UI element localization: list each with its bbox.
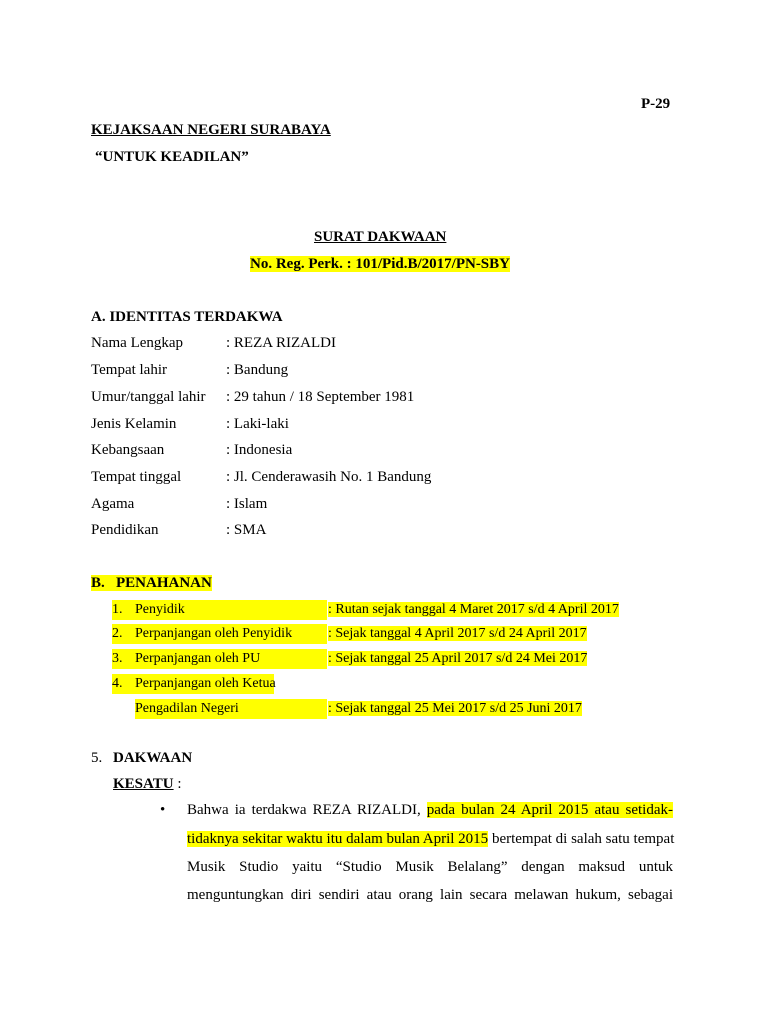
paragraph-line: Musik Studio yaitu “Studio Musik Belalang” dengan maksud untuk: [187, 859, 673, 875]
identitas-label: Jenis Kelamin: [91, 416, 177, 432]
penahanan-heading-text: PENAHANAN: [116, 575, 212, 591]
document-code: P-29: [641, 96, 671, 112]
identitas-label: Umur/tanggal lahir: [91, 389, 206, 405]
paragraph-line: Bahwa ia terdakwa REZA RIZALDI, pada bulan 24 April 2015 atau setidak-: [187, 802, 673, 818]
dakwaan-heading: DAKWAAN: [113, 750, 193, 766]
identitas-value: : REZA RIZALDI: [226, 335, 336, 351]
item-label: Perpanjangan oleh Penyidik: [135, 626, 293, 641]
penahanan-item: [112, 649, 327, 669]
identitas-label: Kebangsaan: [91, 442, 165, 458]
item-label: Perpanjangan oleh Ketua: [135, 676, 276, 691]
dakwaan-number: 5.: [91, 750, 103, 766]
identitas-value: : Indonesia: [226, 442, 293, 458]
registration-number: No. Reg. Perk. : 101/Pid.B/2017/PN-SBY: [250, 256, 510, 272]
identitas-value: : Laki-laki: [226, 416, 289, 432]
item-label: Perpanjangan oleh PU: [135, 651, 261, 666]
item-number: 1.: [112, 602, 123, 617]
item-label: Penyidik: [135, 602, 185, 617]
identitas-value: : Jl. Cenderawasih No. 1 Bandung: [226, 469, 432, 485]
identitas-value: : Islam: [226, 496, 268, 512]
identitas-label: Agama: [91, 496, 135, 512]
paragraph-line: tidaknya sekitar waktu itu dalam bulan April 2015 bertempat di salah satu tempat: [187, 831, 675, 847]
penahanan-value: : Sejak tanggal 4 April 2017 s/d 24 April 2017: [328, 626, 587, 641]
identitas-value: : 29 tahun / 18 September 1981: [226, 389, 415, 405]
penahanan-item: [112, 624, 327, 644]
identitas-value: : SMA: [226, 522, 267, 538]
penahanan-value: : Sejak tanggal 25 April 2017 s/d 24 Mei 2017: [328, 651, 588, 666]
item-number: 3.: [112, 651, 123, 666]
identitas-label: Tempat tinggal: [91, 469, 182, 485]
paragraph-line: menguntungkan diri sendiri atau orang lain secara melawan hukum, sebagai: [187, 887, 673, 903]
item-number: 4.: [112, 676, 123, 691]
penahanan-heading-number: B.: [91, 575, 105, 591]
identitas-label: Tempat lahir: [91, 362, 168, 378]
penahanan-item: [112, 674, 274, 694]
item-number: 2.: [112, 626, 123, 641]
penahanan-heading: [91, 573, 212, 593]
identitas-heading: A. IDENTITAS TERDAKWA: [91, 309, 283, 325]
bullet-icon: •: [160, 802, 166, 818]
penahanan-value: : Rutan sejak tanggal 4 Maret 2017 s/d 4 April 2017: [328, 602, 619, 617]
office-motto: “UNTUK KEADILAN”: [95, 149, 249, 165]
office-name: KEJAKSAAN NEGERI SURABAYA: [91, 122, 331, 138]
identitas-label: Nama Lengkap: [91, 335, 184, 351]
penahanan-value: : Sejak tanggal 25 Mei 2017 s/d 25 Juni 2017: [328, 701, 582, 716]
penahanan-item-label-continued: Pengadilan Negeri: [135, 699, 327, 719]
identitas-value: : Bandung: [226, 362, 289, 378]
penahanan-item: [112, 600, 327, 620]
dakwaan-subheading: KESATU :: [113, 776, 182, 792]
identitas-label: Pendidikan: [91, 522, 159, 538]
document-title: SURAT DAKWAAN: [314, 229, 447, 245]
